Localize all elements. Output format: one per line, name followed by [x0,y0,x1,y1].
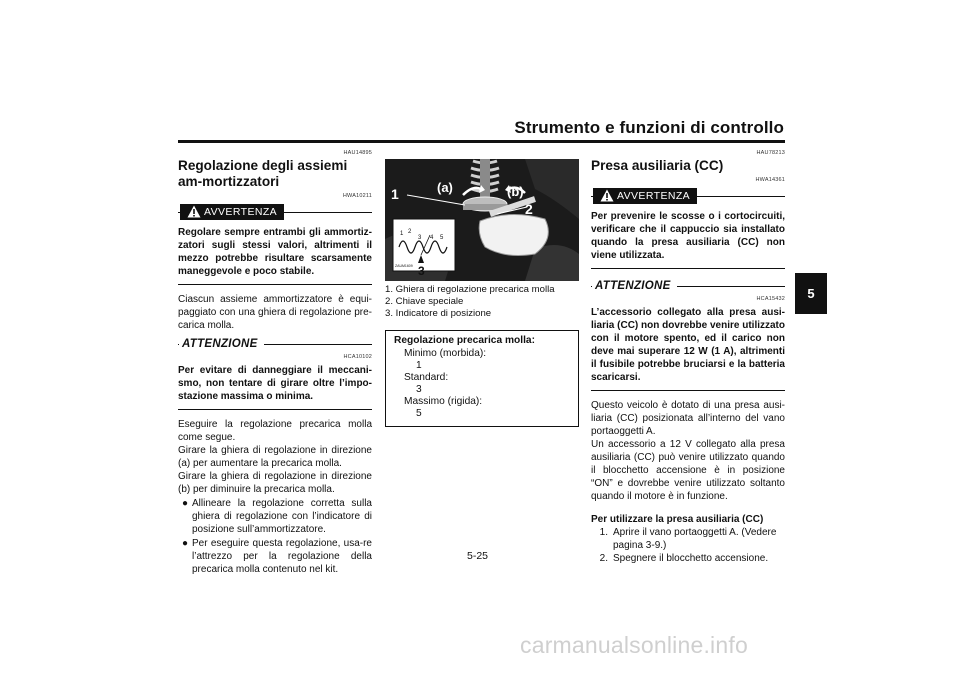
page-title: Strumento e funzioni di controllo [514,118,784,137]
intro-paragraph: Ciascun assieme ammortizzatore è equi-paggiato con una ghiera di regolazione pre-carica molla. [178,294,372,331]
step-text: Aprire il vano portaoggetti A. (Vedere pagina 3-9.) [613,527,777,551]
attention-label: ATTENZIONE [592,278,677,294]
paragraph: Girare la ghiera di regolazione in direzione (b) per diminuire la precarica molla. [178,471,372,495]
section-code: HAU14895 [343,150,372,156]
list-item [178,497,372,536]
attention-text: Per evitare di danneggiare il meccani-smo, non tentare di girare oltre l’impo-stazione massima o minima. [178,365,372,402]
inset-tick-label: 4 [430,235,434,241]
figure-caption [385,284,579,320]
column-aux-socket [591,150,785,565]
figure-label-1: 1 [391,186,399,202]
spec-label: Standard: [404,372,449,383]
shock-absorber-illustration [385,159,579,281]
chapter-tab[interactable]: 5 [795,273,827,314]
warning-label: AVVERTENZA [617,190,691,202]
warning-end-rule [178,284,372,285]
inset-tick-label: 2 [408,229,412,235]
figure-label-b: (b) [507,184,524,199]
spec-value: 3 [416,384,422,395]
caption-item: 2. Chiave speciale [385,296,464,307]
shock-absorber-figure [385,159,579,281]
warning-end-rule [591,268,785,269]
paragraph: Questo veicolo è dotato di una presa ausi-liaria (CC) posizionata all’interno del vano portaoggetti A. [591,400,785,437]
attention-code: HCA10102 [343,354,372,360]
column-shock-absorber [178,150,372,576]
section-code: HAU78213 [756,150,785,156]
spec-value: 5 [416,408,422,419]
list-item [591,552,785,565]
figure-label-3: 3 [418,264,425,278]
warning-text: Regolare sempre entrambi gli ammortiz-zatori sugli stessi valori, altrimenti il mezzo potrebbe risultare scarsamente maneggevole e poco stabile. [178,227,372,277]
watermark: carmanualsonline.info [520,632,748,658]
attention-banner [178,335,372,354]
attention-end-rule [591,390,785,391]
paragraph: Eseguire la regolazione precarica molla come segue. [178,419,372,443]
column-figure [385,150,579,427]
warning-triangle-icon [187,205,201,218]
attention-code: HCA15432 [756,296,785,302]
figure-code: ZAUM1609 [395,264,413,268]
step-number: 2. [599,553,608,564]
attention-banner [591,277,785,296]
list-item [178,537,372,576]
header-rule [178,140,785,143]
warning-code: HWA14361 [755,177,785,183]
warning-badge [593,188,697,204]
warning-code: HWA10211 [342,193,372,199]
warning-badge [180,204,284,220]
list-item [591,526,785,552]
section-title-aux-socket: Presa ausiliaria (CC) [591,158,724,173]
warning-banner [178,202,372,222]
inset-tick-label: 3 [418,235,422,241]
steps-list [591,526,785,565]
spec-label: Minimo (morbida): [404,348,487,359]
bullet-icon: ● [182,498,189,509]
attention-label: ATTENZIONE [179,336,264,352]
figure-label-a: (a) [437,180,453,195]
spec-value: 1 [416,360,422,371]
section-title-shock-absorber: Regolazione degli assiemi am-mortizzatori [178,158,348,189]
warning-label: AVVERTENZA [204,206,278,218]
caption-item: 3. Indicatore di posizione [385,308,492,319]
page-number: 5-25 [467,550,489,562]
inset-tick-label: 1 [400,231,404,237]
spec-title: Regolazione precarica molla: [394,335,535,346]
figure-label-2: 2 [525,201,533,217]
step-number: 1. [599,527,608,538]
paragraph: Un accessorio a 12 V collegato alla presa ausiliaria (CC) può venire utilizzato quando il blocchetto accensione è in posizione “ON” e dovrebbe venire utilizzato soltanto quando il motore è in funzione. [591,439,785,502]
attention-end-rule [178,409,372,410]
warning-triangle-icon [600,189,614,202]
bullet-icon: ● [182,538,189,549]
spec-box [385,330,579,427]
list-item-text: Allineare la regolazione corretta sulla ghiera di regolazione con l’indicatore di posizione sull’ammortizzatore. [192,498,372,535]
spec-label: Massimo (rigida): [404,396,483,407]
attention-text: L’accessorio collegato alla presa ausi-liaria (CC) non dovrebbe venire utilizzato con il motore spento, ed il carico non deve mai superare 12 W (1 A), altrimenti il fusibile potrebbe bruciarsi e la batteria scaricarsi. [591,307,785,383]
step-text: Spegnere il blocchetto accensione. [613,553,769,564]
warning-banner [591,186,785,206]
warning-text: Per prevenire le scosse o i cortocircuiti, verificare che il cappuccio sia installato quando la presa ausiliaria (CC) non viene utilizzata. [591,211,785,261]
subheading: Per utilizzare la presa ausiliaria (CC) [591,514,764,525]
list-item-text: Per eseguire questa regolazione, usa-re l’attrezzo per la regolazione della precarica molla contenuto nel kit. [192,538,372,575]
paragraph: Girare la ghiera di regolazione in direzione (a) per aumentare la precarica molla. [178,445,372,469]
inset-tick-label: 5 [440,235,444,241]
caption-item: 1. Ghiera di regolazione precarica molla [385,284,555,295]
